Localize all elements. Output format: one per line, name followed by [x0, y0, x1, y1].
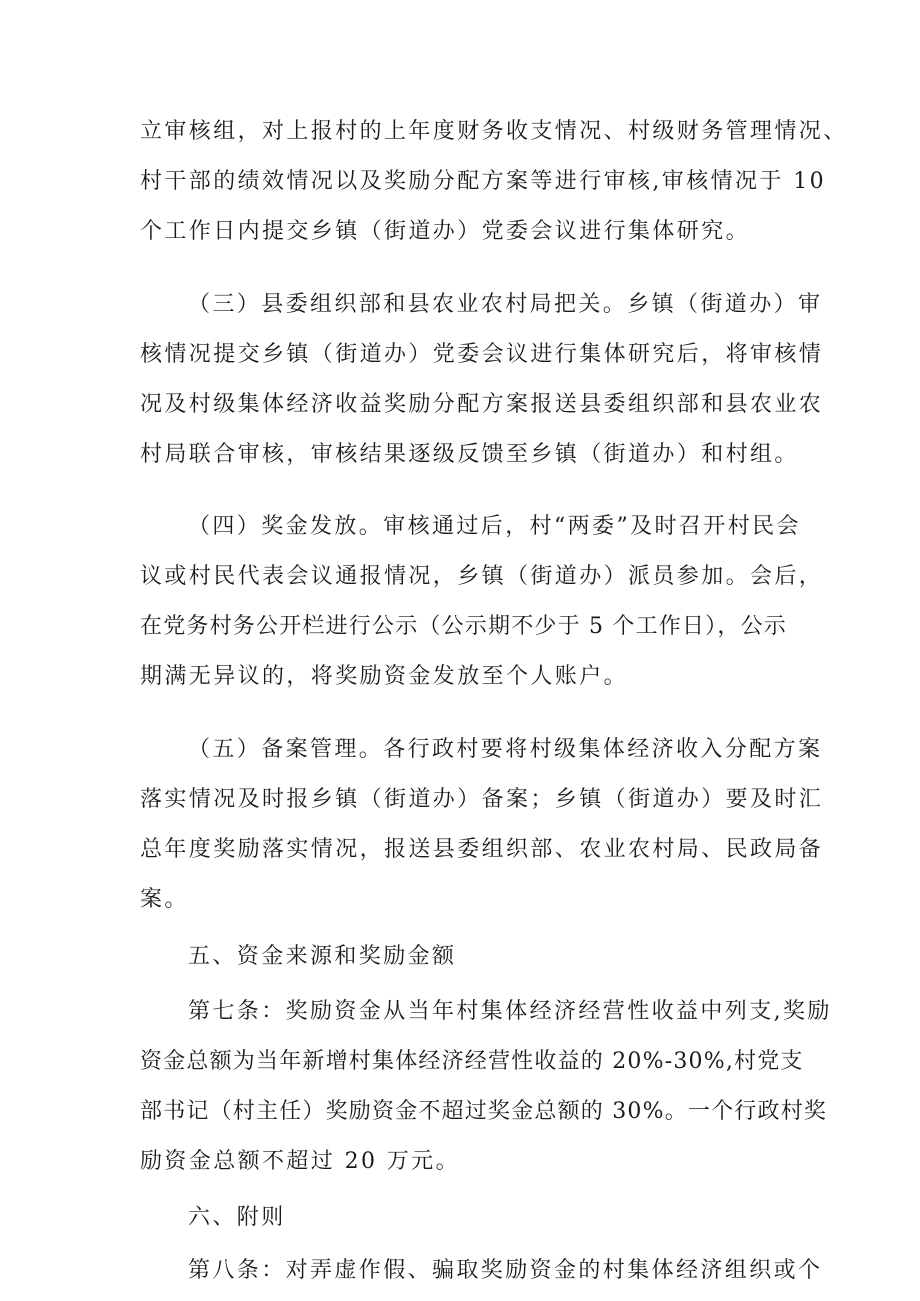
article-8-line: 第八条：对弄虚作假、骗取奖励资金的村集体经济组织或个	[188, 1258, 823, 1283]
paragraph-line: 落实情况及时报乡镇（街道办）备案；乡镇（街道办）要及时汇	[140, 787, 824, 812]
paragraph-line: 期满无异议的，将奖励资金发放至个人账户。	[140, 664, 629, 689]
paragraph-line: 个工作日内提交乡镇（街道办）党委会议进行集体研究。	[140, 219, 751, 244]
article-7-line: 第七条：奖励资金从当年村集体经济经营性收益中列支,奖励	[188, 999, 832, 1024]
paragraph-line: 议或村民代表会议通报情况，乡镇（街道办）派员参加。会后，	[140, 564, 824, 589]
chapter-heading-6: 六、附则	[188, 1205, 286, 1230]
paragraph-line: 核情况提交乡镇（街道办）党委会议进行集体研究后，将审核情	[140, 342, 824, 367]
paragraph-line: 村干部的绩效情况以及奖励分配方案等进行审核,审核情况于 10	[140, 169, 826, 194]
paragraph-line: 况及村级集体经济收益奖励分配方案报送县委组织部和县农业农	[140, 392, 824, 417]
section-heading-5: （五）备案管理。各行政村要将村级集体经济收入分配方案	[188, 737, 823, 762]
paragraph-line: 部书记（村主任）奖励资金不超过奖金总额的 30%。一个行政村奖	[140, 1099, 828, 1124]
paragraph-line: 案。	[140, 887, 189, 912]
paragraph-line: 励资金总额不超过 20 万元。	[140, 1149, 460, 1174]
paragraph-line: 资金总额为当年新增村集体经济经营性收益的 20%-30%,村党支	[140, 1049, 804, 1074]
section-heading-3: （三）县委组织部和县农业农村局把关。乡镇（街道办）审	[188, 292, 823, 317]
section-heading-4: （四）奖金发放。审核通过后，村“两委”及时召开村民会	[188, 514, 801, 539]
paragraph-line: 村局联合审核，审核结果逐级反馈至乡镇（街道办）和村组。	[140, 442, 799, 467]
paragraph-line: 总年度奖励落实情况，报送县委组织部、农业农村局、民政局备	[140, 837, 824, 862]
paragraph-line: 立审核组，对上报村的上年度财务收支情况、村级财务管理情况、	[140, 119, 848, 144]
paragraph-line: 在党务村务公开栏进行公示（公示期不少于 5 个工作日），公示	[140, 614, 787, 639]
chapter-heading-5: 五、资金来源和奖励金额	[188, 944, 457, 969]
